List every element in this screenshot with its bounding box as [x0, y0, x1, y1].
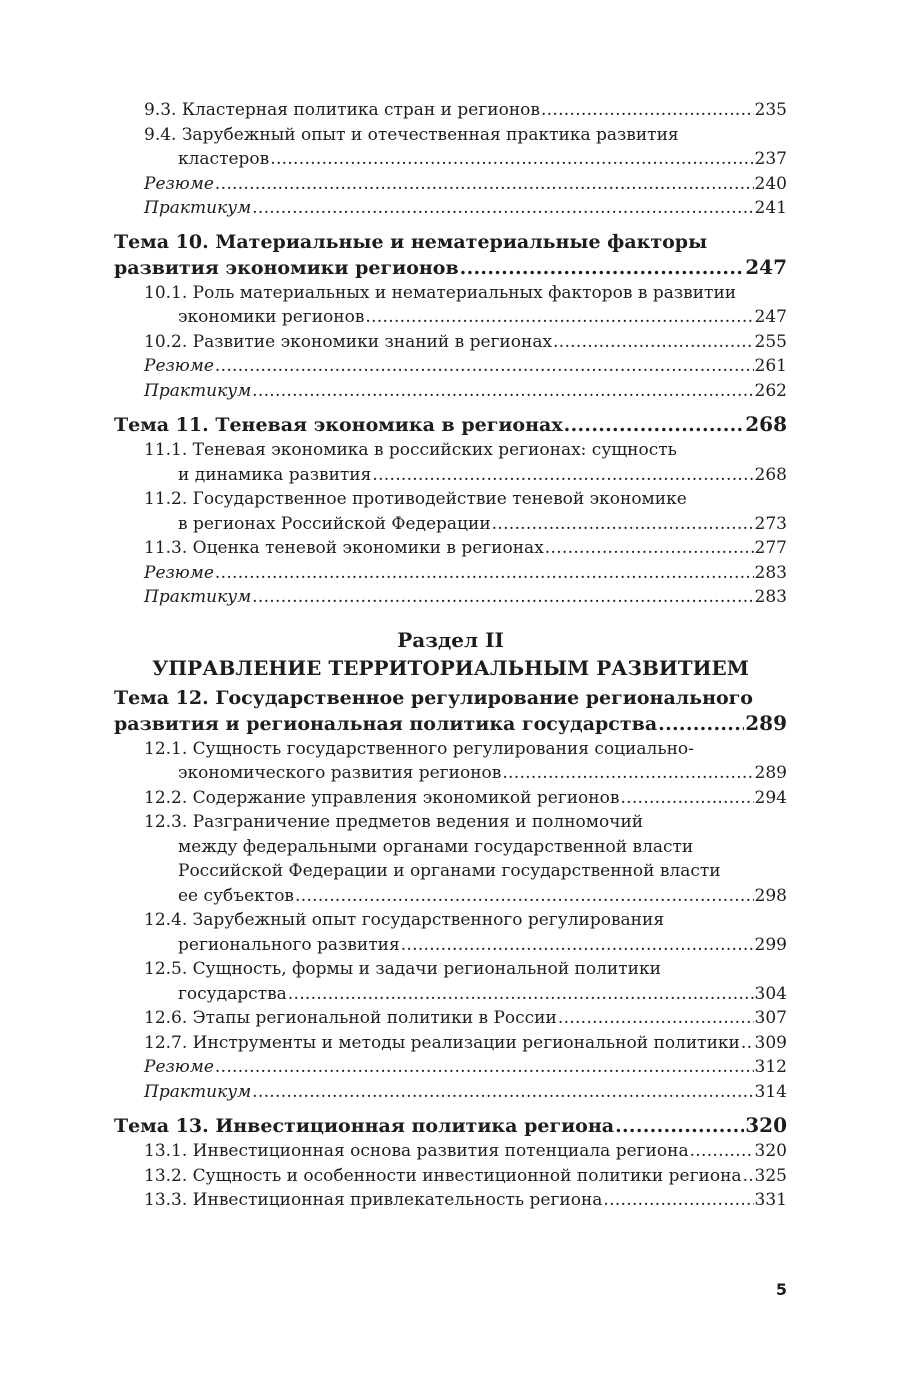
toc-entry-title: 12.4. Зарубежный опыт государственного регулирования	[144, 910, 665, 930]
toc-page-number: 268	[754, 464, 787, 485]
toc-page-number: 237	[754, 149, 787, 169]
dot-leader	[215, 1055, 754, 1080]
dot-leader	[545, 536, 754, 561]
toc-topic-title-cont: развития экономики регионов	[114, 256, 459, 279]
toc-entry-title-cont: кластеров	[178, 149, 270, 169]
toc-entry-title: Резюме	[144, 356, 214, 376]
toc-entry-title: Резюме	[144, 1057, 214, 1077]
toc-page-number: 247	[745, 254, 787, 279]
toc-entry-11-2[interactable]	[114, 487, 787, 536]
toc-entry-practicum[interactable]	[114, 585, 787, 610]
toc-page-number: 331	[754, 1190, 787, 1210]
toc-entry-summary[interactable]	[114, 561, 787, 586]
dot-leader	[215, 561, 754, 586]
dot-leader	[252, 1080, 753, 1105]
dot-leader	[741, 1031, 754, 1056]
toc-entry-title-cont: экономики регионов	[178, 307, 365, 327]
toc-page-number: 283	[754, 562, 787, 583]
toc-page-number: 289	[754, 763, 787, 783]
toc-page-number: 299	[754, 934, 787, 955]
section-heading	[114, 626, 787, 682]
dot-leader	[288, 982, 754, 1007]
toc-topic-title: Тема 11. Теневая экономика в регионах	[114, 414, 563, 436]
toc-entry-practicum[interactable]	[114, 196, 787, 221]
toc-entry-title: Практикум	[144, 380, 252, 401]
toc-entry-11-1[interactable]	[114, 438, 787, 487]
toc-page-number: 262	[754, 380, 787, 401]
toc-entry-12-7[interactable]	[114, 1031, 787, 1056]
toc-entry-title: Практикум	[144, 1081, 252, 1102]
toc-entry-13-1[interactable]	[114, 1139, 787, 1164]
toc-entry-summary[interactable]	[114, 354, 787, 379]
toc-topic-title-cont: развития и региональная политика государства	[114, 712, 658, 735]
toc-entry-title: 10.2. Развитие экономики знаний в регионах	[144, 331, 553, 352]
toc-entry-practicum[interactable]	[114, 379, 787, 404]
dot-leader	[615, 1114, 744, 1139]
toc-entry-13-3[interactable]	[114, 1188, 787, 1213]
toc-entry-title-cont: ее субъектов	[178, 885, 294, 906]
toc-entry-title: 12.3. Разграничение предметов ведения и полномочий	[144, 812, 644, 832]
toc-entry-title: Резюме	[144, 173, 214, 194]
toc-entry-10-2[interactable]	[114, 330, 787, 355]
dot-leader	[252, 196, 753, 221]
toc-entry-11-3[interactable]	[114, 536, 787, 561]
dot-leader	[553, 330, 754, 355]
toc-page-number: 283	[754, 587, 787, 607]
toc-entry-title-cont: между федеральными органами государственной власти	[178, 836, 694, 857]
toc-entry-title: 11.3. Оценка теневой экономики в регионах	[144, 538, 544, 558]
toc-page-number: 325	[754, 1165, 787, 1186]
toc-topic-title: Тема 12. Государственное регулирование регионального	[114, 686, 753, 709]
toc-entry-title: 9.4. Зарубежный опыт и отечественная практика развития	[144, 124, 679, 145]
dot-leader	[502, 761, 753, 786]
toc-entry-title: Резюме	[144, 562, 214, 583]
dot-leader	[401, 933, 754, 958]
toc-page-number: 294	[754, 787, 787, 808]
toc-topic-title: Тема 10. Материальные и нематериальные факторы	[114, 230, 708, 253]
toc-entry-title: 10.1. Роль материальных и нематериальных факторов в развитии	[144, 282, 737, 303]
toc-topic-10[interactable]	[114, 230, 787, 281]
toc-entry-title: Практикум	[144, 587, 252, 607]
toc-entry-title-cont: экономического развития регионов	[178, 763, 502, 783]
dot-leader	[295, 884, 754, 909]
dot-leader	[460, 256, 745, 281]
toc-entry-title: 13.3. Инвестиционная привлекательность региона	[144, 1190, 603, 1210]
toc-page-number: 273	[754, 513, 787, 534]
toc-entry-10-1[interactable]	[114, 281, 787, 330]
toc-entry-12-4[interactable]	[114, 908, 787, 957]
toc-page-number: 298	[754, 885, 787, 906]
toc-entry-title-cont: Российской Федерации и органами государственной власти	[178, 861, 721, 881]
toc-entry-title: Практикум	[144, 198, 252, 218]
dot-leader	[215, 354, 754, 379]
toc-page-number: 268	[745, 412, 787, 436]
dot-leader	[215, 172, 754, 197]
toc-page-number: 289	[745, 710, 787, 735]
toc-entry-12-5[interactable]	[114, 957, 787, 1006]
section-number: Раздел II	[397, 627, 504, 652]
dot-leader	[620, 786, 753, 811]
toc-entry-practicum[interactable]	[114, 1080, 787, 1105]
toc-entry-title: 13.2. Сущность и особенности инвестиционной политики региона	[144, 1165, 742, 1186]
toc-entry-summary[interactable]	[114, 172, 787, 197]
toc-page-number: 255	[754, 331, 787, 352]
table-of-contents	[114, 98, 787, 1213]
toc-entry-title: 12.6. Этапы региональной политики в России	[144, 1008, 557, 1028]
section-title: УПРАВЛЕНИЕ ТЕРРИТОРИАЛЬНЫМ РАЗВИТИЕМ	[152, 655, 749, 680]
toc-topic-title: Тема 13. Инвестиционная политика региона	[114, 1115, 615, 1137]
toc-page-number: 307	[754, 1008, 787, 1028]
toc-page-number: 304	[754, 983, 787, 1004]
toc-page-number: 320	[754, 1141, 787, 1161]
toc-page-number: 312	[754, 1057, 787, 1077]
dot-leader	[252, 585, 753, 610]
toc-entry-12-6[interactable]	[114, 1006, 787, 1031]
dot-leader	[492, 512, 754, 537]
dot-leader	[743, 1164, 754, 1189]
dot-leader	[603, 1188, 753, 1213]
toc-topic-13[interactable]	[114, 1113, 787, 1139]
dot-leader	[372, 463, 753, 488]
toc-topic-12[interactable]	[114, 686, 787, 737]
toc-page-number: 240	[754, 173, 787, 194]
page-number: 5	[775, 1280, 787, 1299]
toc-page-number: 247	[754, 307, 787, 327]
toc-entry-title-cont: и динамика развития	[178, 464, 372, 485]
toc-entry-title: 9.3. Кластерная политика стран и регионов	[144, 100, 540, 120]
toc-entry-12-3[interactable]	[114, 810, 787, 908]
toc-entry-summary[interactable]	[114, 1055, 787, 1080]
toc-entry-12-2[interactable]	[114, 786, 787, 811]
toc-entry-title: 11.2. Государственное противодействие теневой экономике	[144, 489, 687, 509]
toc-entry-title: 12.5. Сущность, формы и задачи региональной политики	[144, 959, 661, 979]
toc-entry-title: 12.1. Сущность государственного регулирования социально-	[144, 738, 694, 759]
dot-leader	[270, 147, 753, 172]
dot-leader	[365, 305, 753, 330]
toc-topic-11[interactable]	[114, 412, 787, 438]
dot-leader	[658, 712, 744, 737]
toc-page-number: 320	[745, 1113, 787, 1137]
toc-page-number: 261	[754, 356, 787, 376]
dot-leader	[564, 413, 745, 438]
toc-entry-title-cont: в регионах Российской Федерации	[178, 513, 491, 534]
toc-page-number: 309	[754, 1032, 787, 1053]
toc-page-number: 241	[754, 198, 787, 218]
dot-leader	[541, 98, 754, 123]
toc-entry-title-cont: государства	[178, 983, 287, 1004]
toc-entry-title: 11.1. Теневая экономика в российских регионах: сущность	[144, 440, 677, 460]
toc-entry-title-cont: регионального развития	[178, 934, 400, 955]
toc-entry-title: 12.2. Содержание управления экономикой регионов	[144, 787, 620, 808]
toc-entry-13-2[interactable]	[114, 1164, 787, 1189]
dot-leader	[558, 1006, 754, 1031]
toc-entry-12-1[interactable]	[114, 737, 787, 786]
toc-entry-title: 13.1. Инвестиционная основа развития потенциала региона	[144, 1141, 689, 1161]
toc-entry-title: 12.7. Инструменты и методы реализации региональной политики	[144, 1032, 740, 1053]
toc-entry-9-3[interactable]	[114, 98, 787, 123]
toc-page-number: 277	[754, 538, 787, 558]
toc-entry-9-4[interactable]	[114, 123, 787, 172]
toc-page-number: 235	[754, 100, 787, 120]
dot-leader	[690, 1139, 754, 1164]
dot-leader	[252, 379, 753, 404]
toc-page-number: 314	[754, 1081, 787, 1102]
